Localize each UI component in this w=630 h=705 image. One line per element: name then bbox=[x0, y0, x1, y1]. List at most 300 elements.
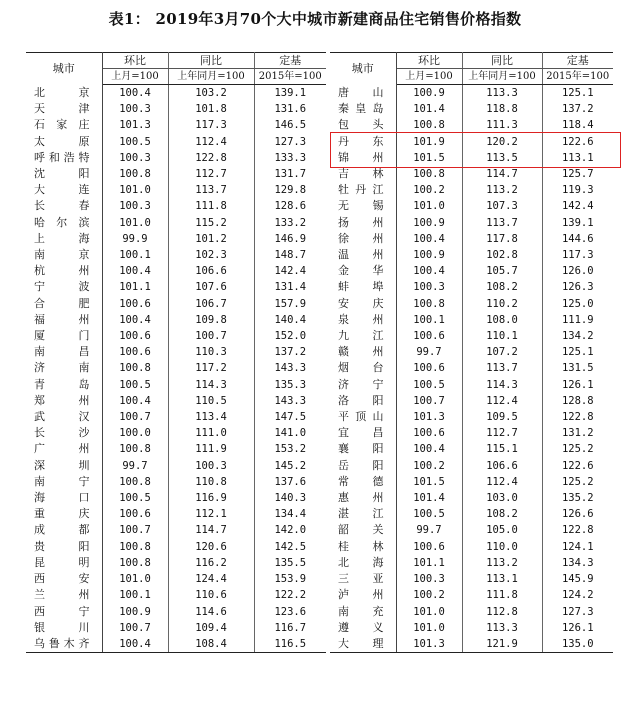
mom-value: 100.9 bbox=[396, 247, 462, 263]
yoy-value: 114.3 bbox=[168, 377, 254, 393]
mom-value: 100.4 bbox=[102, 312, 168, 328]
fixed-base-value: 122.8 bbox=[561, 524, 594, 537]
mom-value: 100.2 bbox=[396, 458, 462, 474]
mom-value: 100.6 bbox=[102, 506, 168, 522]
fixed-base-value: 127.3 bbox=[274, 135, 307, 148]
fixed-base-value: 142.4 bbox=[274, 265, 307, 278]
mom-value: 100.7 bbox=[102, 522, 168, 538]
city-cell: 蚌埠 bbox=[330, 279, 396, 295]
table-row bbox=[26, 101, 326, 117]
mom-value: 101.5 bbox=[396, 474, 462, 490]
mom-value: 100.5 bbox=[396, 377, 462, 393]
city-cell: 上海 bbox=[26, 231, 102, 247]
table-row bbox=[330, 604, 613, 620]
fixed-base-value: 133.2 bbox=[274, 216, 307, 229]
mom-value: 101.0 bbox=[102, 182, 168, 198]
city-cell: 秦皇岛 bbox=[330, 101, 396, 117]
yoy-value: 111.8 bbox=[168, 198, 254, 214]
city-cell: 襄阳 bbox=[330, 441, 396, 457]
fixed-base-value: 146.9 bbox=[274, 232, 307, 245]
city-cell: 常德 bbox=[330, 474, 396, 490]
mom-value: 101.5 bbox=[396, 150, 462, 166]
table-row bbox=[330, 571, 613, 587]
fixed-base-value: 157.9 bbox=[274, 297, 307, 310]
yoy-value: 121.9 bbox=[462, 636, 542, 653]
mom-value: 100.6 bbox=[102, 296, 168, 312]
fixed-base-value: 122.2 bbox=[274, 589, 307, 602]
city-cell: 西安 bbox=[26, 571, 102, 587]
fixed-base-value: 142.5 bbox=[274, 540, 307, 553]
fixed-base-value: 118.4 bbox=[561, 119, 594, 132]
city-cell: 平顶山 bbox=[330, 409, 396, 425]
mom-value: 100.6 bbox=[396, 539, 462, 555]
yoy-value: 116.9 bbox=[168, 490, 254, 506]
yoy-value: 100.7 bbox=[168, 328, 254, 344]
mom-value: 100.2 bbox=[396, 587, 462, 603]
fixed-base-value: 124.1 bbox=[561, 540, 594, 553]
fixed-base-value: 116.5 bbox=[254, 636, 326, 653]
mom-base-label: 上月=100 bbox=[396, 69, 462, 85]
yoy-value: 102.8 bbox=[462, 247, 542, 263]
city-cell: 呼和浩特 bbox=[26, 150, 102, 166]
yoy-value: 120.2 bbox=[462, 134, 542, 150]
yoy-value: 118.8 bbox=[462, 101, 542, 117]
yoy-value: 112.1 bbox=[168, 506, 254, 522]
yoy-value: 111.3 bbox=[462, 117, 542, 133]
table-row bbox=[26, 409, 326, 425]
table-row bbox=[26, 263, 326, 279]
fixed-base-value: 137.6 bbox=[274, 475, 307, 488]
city-cell: 吉林 bbox=[330, 166, 396, 182]
city-cell: 贵阳 bbox=[26, 539, 102, 555]
fixed-base-value: 137.2 bbox=[274, 346, 307, 359]
yoy-value: 111.0 bbox=[168, 425, 254, 441]
table-row bbox=[26, 620, 326, 636]
fixed-base-value: 116.7 bbox=[274, 621, 307, 634]
yoy-value: 108.2 bbox=[462, 506, 542, 522]
mom-value: 100.3 bbox=[102, 101, 168, 117]
mom-value: 101.3 bbox=[396, 409, 462, 425]
mom-value: 100.6 bbox=[102, 328, 168, 344]
mom-value: 100.6 bbox=[396, 328, 462, 344]
fixed-base-value: 129.8 bbox=[274, 184, 307, 197]
table-row bbox=[330, 312, 613, 328]
fixed-base-value: 139.1 bbox=[274, 87, 307, 99]
mom-value: 100.8 bbox=[396, 117, 462, 133]
city-cell: 牡丹江 bbox=[330, 182, 396, 198]
table-row bbox=[330, 296, 613, 312]
fixed-base-value: 153.9 bbox=[274, 573, 307, 586]
yoy-value: 110.2 bbox=[462, 296, 542, 312]
fixed-base-value: 152.0 bbox=[274, 330, 307, 343]
table-row bbox=[330, 166, 613, 182]
table-row bbox=[330, 263, 613, 279]
city-cell: 赣州 bbox=[330, 344, 396, 360]
mom-value: 100.8 bbox=[102, 441, 168, 457]
mom-value: 100.4 bbox=[102, 263, 168, 279]
yoy-value: 122.8 bbox=[168, 150, 254, 166]
mom-value: 100.6 bbox=[396, 425, 462, 441]
table-row bbox=[26, 134, 326, 150]
yoy-value: 120.6 bbox=[168, 539, 254, 555]
fixed-base-value: 119.3 bbox=[561, 184, 594, 197]
table-row bbox=[330, 377, 613, 393]
fixed-base-value: 135.3 bbox=[274, 378, 307, 391]
fixed-base-label: 2015年=100 bbox=[542, 69, 613, 85]
table-body-left bbox=[26, 85, 326, 653]
yoy-value: 114.7 bbox=[168, 522, 254, 538]
mom-value: 101.1 bbox=[396, 555, 462, 571]
city-cell: 天津 bbox=[26, 101, 102, 117]
mom-value: 100.6 bbox=[102, 344, 168, 360]
city-cell: 太原 bbox=[26, 134, 102, 150]
fixed-base-value: 127.3 bbox=[561, 605, 594, 618]
table-row bbox=[26, 150, 326, 166]
mom-value: 100.3 bbox=[102, 150, 168, 166]
yoy-value: 110.5 bbox=[168, 393, 254, 409]
fixed-base-header: 定基 bbox=[542, 53, 613, 69]
table-row bbox=[330, 490, 613, 506]
yoy-header: 同比 bbox=[168, 53, 254, 69]
mom-value: 100.5 bbox=[102, 490, 168, 506]
yoy-value: 107.3 bbox=[462, 198, 542, 214]
table-row bbox=[330, 231, 613, 247]
city-header: 城市 bbox=[330, 53, 396, 85]
mom-value: 100.3 bbox=[102, 198, 168, 214]
yoy-value: 109.5 bbox=[462, 409, 542, 425]
table-row bbox=[330, 393, 613, 409]
city-cell: 济宁 bbox=[330, 377, 396, 393]
mom-value: 101.1 bbox=[102, 279, 168, 295]
fixed-base-value: 144.6 bbox=[561, 232, 594, 245]
table-row bbox=[330, 458, 613, 474]
yoy-value: 113.2 bbox=[462, 555, 542, 571]
fixed-base-value: 125.2 bbox=[561, 443, 594, 456]
city-cell: 乌鲁木齐 bbox=[26, 636, 102, 653]
city-cell: 北海 bbox=[330, 555, 396, 571]
table-row bbox=[330, 636, 613, 653]
table-row bbox=[26, 636, 326, 653]
fixed-base-value: 143.3 bbox=[274, 362, 307, 375]
fixed-base-value: 125.1 bbox=[561, 87, 594, 99]
fixed-base-value: 135.0 bbox=[542, 636, 613, 653]
fixed-base-value: 145.2 bbox=[274, 459, 307, 472]
table-row bbox=[330, 474, 613, 490]
city-cell: 大连 bbox=[26, 182, 102, 198]
table-row bbox=[26, 571, 326, 587]
table-row bbox=[26, 344, 326, 360]
yoy-value: 124.4 bbox=[168, 571, 254, 587]
mom-value: 100.9 bbox=[396, 85, 462, 102]
city-cell: 徐州 bbox=[330, 231, 396, 247]
table-row bbox=[330, 409, 613, 425]
table-row bbox=[330, 85, 613, 102]
fixed-base-value: 123.6 bbox=[274, 605, 307, 618]
city-cell: 洛阳 bbox=[330, 393, 396, 409]
fixed-base-value: 124.2 bbox=[561, 589, 594, 602]
table-row bbox=[26, 490, 326, 506]
mom-value: 100.1 bbox=[102, 587, 168, 603]
table-row bbox=[330, 182, 613, 198]
table-row bbox=[330, 555, 613, 571]
mom-value: 100.1 bbox=[396, 312, 462, 328]
yoy-value: 112.7 bbox=[462, 425, 542, 441]
yoy-value: 100.3 bbox=[168, 458, 254, 474]
fixed-base-value: 122.8 bbox=[561, 411, 594, 424]
yoy-value: 108.0 bbox=[462, 312, 542, 328]
yoy-value: 113.1 bbox=[462, 571, 542, 587]
mom-value: 100.6 bbox=[396, 360, 462, 376]
mom-base-label: 上月=100 bbox=[102, 69, 168, 85]
city-cell: 石家庄 bbox=[26, 117, 102, 133]
mom-value: 100.7 bbox=[102, 409, 168, 425]
fixed-base-value: 126.6 bbox=[561, 508, 594, 521]
table-row bbox=[26, 85, 326, 102]
table-body-right bbox=[330, 85, 613, 653]
city-cell: 济南 bbox=[26, 360, 102, 376]
fixed-base-value: 126.0 bbox=[561, 265, 594, 278]
table-row bbox=[26, 377, 326, 393]
yoy-value: 102.3 bbox=[168, 247, 254, 263]
yoy-value: 103.0 bbox=[462, 490, 542, 506]
fixed-base-value: 141.0 bbox=[274, 427, 307, 440]
table-row bbox=[26, 587, 326, 603]
yoy-value: 114.6 bbox=[168, 604, 254, 620]
mom-value: 100.7 bbox=[396, 393, 462, 409]
fixed-base-value: 140.4 bbox=[274, 313, 307, 326]
fixed-base-value: 131.7 bbox=[274, 168, 307, 181]
fixed-base-value: 117.3 bbox=[561, 249, 594, 262]
yoy-value: 112.8 bbox=[462, 604, 542, 620]
mom-value: 100.8 bbox=[396, 166, 462, 182]
city-cell: 银川 bbox=[26, 620, 102, 636]
fixed-base-value: 147.5 bbox=[274, 411, 307, 424]
yoy-value: 107.6 bbox=[168, 279, 254, 295]
city-cell: 青岛 bbox=[26, 377, 102, 393]
table-row bbox=[26, 198, 326, 214]
fixed-base-value: 128.8 bbox=[561, 394, 594, 407]
yoy-value: 101.2 bbox=[168, 231, 254, 247]
mom-value: 100.5 bbox=[102, 134, 168, 150]
page-title: 表1： 2019年3月70个大中城市新建商品住宅销售价格指数 bbox=[108, 10, 522, 28]
table-row bbox=[26, 474, 326, 490]
yoy-value: 112.4 bbox=[462, 393, 542, 409]
fixed-base-value: 133.3 bbox=[274, 151, 307, 164]
city-cell: 南宁 bbox=[26, 474, 102, 490]
mom-value: 101.0 bbox=[396, 198, 462, 214]
yoy-value: 117.3 bbox=[168, 117, 254, 133]
fixed-base-value: 113.1 bbox=[561, 151, 594, 164]
city-cell: 南充 bbox=[330, 604, 396, 620]
table-row bbox=[330, 587, 613, 603]
yoy-value: 114.7 bbox=[462, 166, 542, 182]
mom-value: 100.4 bbox=[396, 231, 462, 247]
fixed-base-value: 142.4 bbox=[561, 200, 594, 213]
fixed-base-header: 定基 bbox=[254, 53, 326, 69]
yoy-value: 113.7 bbox=[462, 360, 542, 376]
yoy-value: 105.0 bbox=[462, 522, 542, 538]
fixed-base-value: 143.3 bbox=[274, 394, 307, 407]
city-cell: 北京 bbox=[26, 85, 102, 102]
mom-value: 100.2 bbox=[396, 182, 462, 198]
city-cell: 西宁 bbox=[26, 604, 102, 620]
city-cell: 惠州 bbox=[330, 490, 396, 506]
yoy-value: 112.4 bbox=[168, 134, 254, 150]
city-cell: 深圳 bbox=[26, 458, 102, 474]
yoy-value: 115.2 bbox=[168, 215, 254, 231]
mom-header: 环比 bbox=[102, 53, 168, 69]
mom-value: 100.5 bbox=[102, 377, 168, 393]
mom-value: 100.3 bbox=[396, 571, 462, 587]
fixed-base-value: 125.0 bbox=[561, 297, 594, 310]
yoy-value: 117.8 bbox=[462, 231, 542, 247]
table-row bbox=[26, 393, 326, 409]
fixed-base-value: 134.2 bbox=[561, 330, 594, 343]
table-row bbox=[330, 328, 613, 344]
table-row bbox=[26, 182, 326, 198]
city-cell: 泸州 bbox=[330, 587, 396, 603]
city-cell: 南京 bbox=[26, 247, 102, 263]
mom-value: 100.4 bbox=[102, 393, 168, 409]
table-row bbox=[26, 215, 326, 231]
mom-value: 101.0 bbox=[396, 604, 462, 620]
yoy-value: 106.6 bbox=[462, 458, 542, 474]
city-cell: 三亚 bbox=[330, 571, 396, 587]
yoy-value: 106.7 bbox=[168, 296, 254, 312]
city-cell: 重庆 bbox=[26, 506, 102, 522]
city-cell: 哈尔滨 bbox=[26, 215, 102, 231]
mom-value: 100.8 bbox=[102, 474, 168, 490]
mom-value: 101.0 bbox=[396, 620, 462, 636]
fixed-base-value: 128.6 bbox=[274, 200, 307, 213]
yoy-value: 110.0 bbox=[462, 539, 542, 555]
fixed-base-value: 146.5 bbox=[274, 119, 307, 132]
mom-value: 101.9 bbox=[396, 134, 462, 150]
yoy-value: 110.8 bbox=[168, 474, 254, 490]
fixed-base-value: 111.9 bbox=[561, 313, 594, 326]
yoy-base-label: 上年同月=100 bbox=[462, 69, 542, 85]
mom-value: 101.3 bbox=[102, 117, 168, 133]
city-cell: 兰州 bbox=[26, 587, 102, 603]
fixed-base-value: 139.1 bbox=[561, 216, 594, 229]
table-row bbox=[330, 101, 613, 117]
table-row bbox=[26, 360, 326, 376]
yoy-value: 110.1 bbox=[462, 328, 542, 344]
mom-value: 101.3 bbox=[396, 636, 462, 653]
fixed-base-value: 131.2 bbox=[561, 427, 594, 440]
fixed-base-value: 137.2 bbox=[561, 103, 594, 116]
city-cell: 湛江 bbox=[330, 506, 396, 522]
fixed-base-value: 126.1 bbox=[561, 621, 594, 634]
table-row bbox=[26, 166, 326, 182]
yoy-value: 114.3 bbox=[462, 377, 542, 393]
mom-value: 100.4 bbox=[102, 85, 168, 102]
mom-value: 99.7 bbox=[396, 522, 462, 538]
city-cell: 唐山 bbox=[330, 85, 396, 102]
city-cell: 武汉 bbox=[26, 409, 102, 425]
mom-value: 100.5 bbox=[396, 506, 462, 522]
city-cell: 锦州 bbox=[330, 150, 396, 166]
city-cell: 泉州 bbox=[330, 312, 396, 328]
yoy-value: 113.7 bbox=[462, 215, 542, 231]
fixed-base-value: 148.7 bbox=[274, 249, 307, 262]
mom-value: 100.4 bbox=[102, 636, 168, 653]
fixed-base-value: 135.2 bbox=[561, 492, 594, 505]
fixed-base-value: 125.7 bbox=[561, 168, 594, 181]
yoy-value: 107.2 bbox=[462, 344, 542, 360]
mom-value: 101.4 bbox=[396, 101, 462, 117]
fixed-base-value: 140.3 bbox=[274, 492, 307, 505]
yoy-value: 108.2 bbox=[462, 279, 542, 295]
fixed-base-value: 134.4 bbox=[274, 508, 307, 521]
yoy-value: 110.3 bbox=[168, 344, 254, 360]
table-row bbox=[26, 312, 326, 328]
table-row bbox=[26, 231, 326, 247]
table-row bbox=[330, 279, 613, 295]
table-row bbox=[26, 328, 326, 344]
city-cell: 厦门 bbox=[26, 328, 102, 344]
yoy-value: 113.5 bbox=[462, 150, 542, 166]
table-row bbox=[330, 215, 613, 231]
city-cell: 金华 bbox=[330, 263, 396, 279]
yoy-value: 111.8 bbox=[462, 587, 542, 603]
table-row bbox=[26, 296, 326, 312]
fixed-base-value: 125.2 bbox=[561, 475, 594, 488]
city-cell: 合肥 bbox=[26, 296, 102, 312]
yoy-header: 同比 bbox=[462, 53, 542, 69]
yoy-value: 109.4 bbox=[168, 620, 254, 636]
fixed-base-value: 153.2 bbox=[274, 443, 307, 456]
city-cell: 丹东 bbox=[330, 134, 396, 150]
mom-value: 100.9 bbox=[396, 215, 462, 231]
mom-value: 100.3 bbox=[396, 279, 462, 295]
highlight-box bbox=[330, 132, 621, 168]
table-row bbox=[26, 555, 326, 571]
table-row bbox=[26, 522, 326, 538]
city-cell: 遵义 bbox=[330, 620, 396, 636]
city-cell: 宁波 bbox=[26, 279, 102, 295]
yoy-base-label: 上年同月=100 bbox=[168, 69, 254, 85]
city-cell: 昆明 bbox=[26, 555, 102, 571]
mom-value: 100.8 bbox=[102, 555, 168, 571]
yoy-value: 109.8 bbox=[168, 312, 254, 328]
yoy-value: 113.7 bbox=[168, 182, 254, 198]
mom-value: 100.1 bbox=[102, 247, 168, 263]
mom-value: 101.4 bbox=[396, 490, 462, 506]
city-cell: 南昌 bbox=[26, 344, 102, 360]
mom-value: 100.8 bbox=[396, 296, 462, 312]
mom-value: 100.0 bbox=[102, 425, 168, 441]
city-cell: 杭州 bbox=[26, 263, 102, 279]
table-row bbox=[330, 506, 613, 522]
city-cell: 韶关 bbox=[330, 522, 396, 538]
table-row bbox=[330, 539, 613, 555]
table-row bbox=[330, 441, 613, 457]
yoy-value: 112.4 bbox=[462, 474, 542, 490]
fixed-base-value: 135.5 bbox=[274, 556, 307, 569]
mom-header: 环比 bbox=[396, 53, 462, 69]
mom-value: 101.0 bbox=[102, 571, 168, 587]
city-cell: 大理 bbox=[330, 636, 396, 653]
yoy-value: 106.6 bbox=[168, 263, 254, 279]
city-cell: 岳阳 bbox=[330, 458, 396, 474]
table-row bbox=[26, 458, 326, 474]
fixed-base-value: 126.3 bbox=[561, 281, 594, 294]
fixed-base-value: 145.9 bbox=[561, 573, 594, 586]
city-cell: 九江 bbox=[330, 328, 396, 344]
fixed-base-value: 126.1 bbox=[561, 378, 594, 391]
city-cell: 郑州 bbox=[26, 393, 102, 409]
